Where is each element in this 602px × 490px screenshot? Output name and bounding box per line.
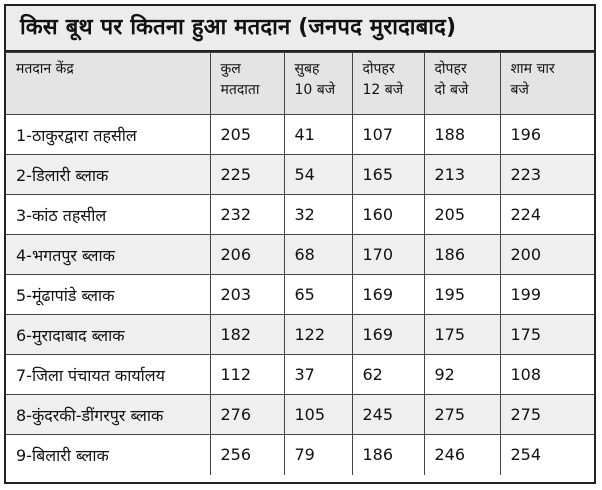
turnout-4pm-cell: 196 <box>500 115 594 155</box>
turnout-4pm-cell: 223 <box>500 155 594 195</box>
booth-name: 6-मुरादाबाद ब्लाक <box>6 315 210 355</box>
booth-name: 4-भगतपुर ब्लाक <box>6 235 210 275</box>
header-4pm: शाम चार बजे <box>500 53 594 115</box>
header-booth: मतदान केंद्र <box>6 53 210 115</box>
total-voters-cell: 225 <box>210 155 284 195</box>
table-row <box>6 395 594 435</box>
total-voters-cell: 112 <box>210 355 284 395</box>
header-10am: सुबह 10 बजे <box>284 53 352 115</box>
booth-name: 9-बिलारी ब्लाक <box>6 435 210 475</box>
polling-table-card <box>4 4 596 484</box>
turnout-10am-cell: 105 <box>284 395 352 435</box>
polling-table <box>6 52 594 475</box>
total-voters-cell: 232 <box>210 195 284 235</box>
turnout-4pm-cell: 199 <box>500 275 594 315</box>
turnout-4pm-cell: 175 <box>500 315 594 355</box>
turnout-4pm-cell: 200 <box>500 235 594 275</box>
total-voters-cell: 203 <box>210 275 284 315</box>
turnout-2pm-cell: 205 <box>424 195 500 235</box>
total-voters-cell: 206 <box>210 235 284 275</box>
table-row <box>6 275 594 315</box>
turnout-10am-cell: 79 <box>284 435 352 475</box>
turnout-4pm-cell: 275 <box>500 395 594 435</box>
total-voters-cell: 256 <box>210 435 284 475</box>
turnout-4pm-cell: 108 <box>500 355 594 395</box>
turnout-4pm-cell: 224 <box>500 195 594 235</box>
turnout-10am-cell: 68 <box>284 235 352 275</box>
turnout-2pm-cell: 188 <box>424 115 500 155</box>
total-voters-cell: 182 <box>210 315 284 355</box>
turnout-2pm-cell: 195 <box>424 275 500 315</box>
table-title: किस बूथ पर कितना हुआ मतदान (जनपद मुरादाबाद) <box>6 6 594 52</box>
booth-name: 1-ठाकुरद्वारा तहसील <box>6 115 210 155</box>
header-12pm: दोपहर 12 बजे <box>352 53 424 115</box>
turnout-12pm-cell: 62 <box>352 355 424 395</box>
header-2pm: दोपहर दो बजे <box>424 53 500 115</box>
turnout-10am-cell: 41 <box>284 115 352 155</box>
table-row <box>6 355 594 395</box>
header-total-voters: कुल मतदाता <box>210 53 284 115</box>
turnout-2pm-cell: 246 <box>424 435 500 475</box>
booth-name: 3-कांठ तहसील <box>6 195 210 235</box>
table-row <box>6 115 594 155</box>
turnout-10am-cell: 65 <box>284 275 352 315</box>
table-row <box>6 195 594 235</box>
turnout-2pm-cell: 213 <box>424 155 500 195</box>
table-row <box>6 435 594 475</box>
turnout-12pm-cell: 160 <box>352 195 424 235</box>
turnout-12pm-cell: 186 <box>352 435 424 475</box>
turnout-12pm-cell: 169 <box>352 315 424 355</box>
turnout-12pm-cell: 107 <box>352 115 424 155</box>
turnout-12pm-cell: 170 <box>352 235 424 275</box>
turnout-4pm-cell: 254 <box>500 435 594 475</box>
header-row <box>6 53 594 115</box>
booth-name: 5-मूंढापांडे ब्लाक <box>6 275 210 315</box>
total-voters-cell: 205 <box>210 115 284 155</box>
turnout-2pm-cell: 275 <box>424 395 500 435</box>
turnout-10am-cell: 54 <box>284 155 352 195</box>
table-row <box>6 315 594 355</box>
turnout-10am-cell: 32 <box>284 195 352 235</box>
turnout-10am-cell: 37 <box>284 355 352 395</box>
booth-name: 2-डिलारी ब्लाक <box>6 155 210 195</box>
turnout-12pm-cell: 245 <box>352 395 424 435</box>
turnout-2pm-cell: 92 <box>424 355 500 395</box>
booth-name: 8-कुंदरकी-डींगरपुर ब्लाक <box>6 395 210 435</box>
total-voters-cell: 276 <box>210 395 284 435</box>
turnout-2pm-cell: 175 <box>424 315 500 355</box>
turnout-12pm-cell: 165 <box>352 155 424 195</box>
booth-name: 7-जिला पंचायत कार्यालय <box>6 355 210 395</box>
table-row <box>6 155 594 195</box>
turnout-10am-cell: 122 <box>284 315 352 355</box>
turnout-12pm-cell: 169 <box>352 275 424 315</box>
turnout-2pm-cell: 186 <box>424 235 500 275</box>
table-row <box>6 235 594 275</box>
